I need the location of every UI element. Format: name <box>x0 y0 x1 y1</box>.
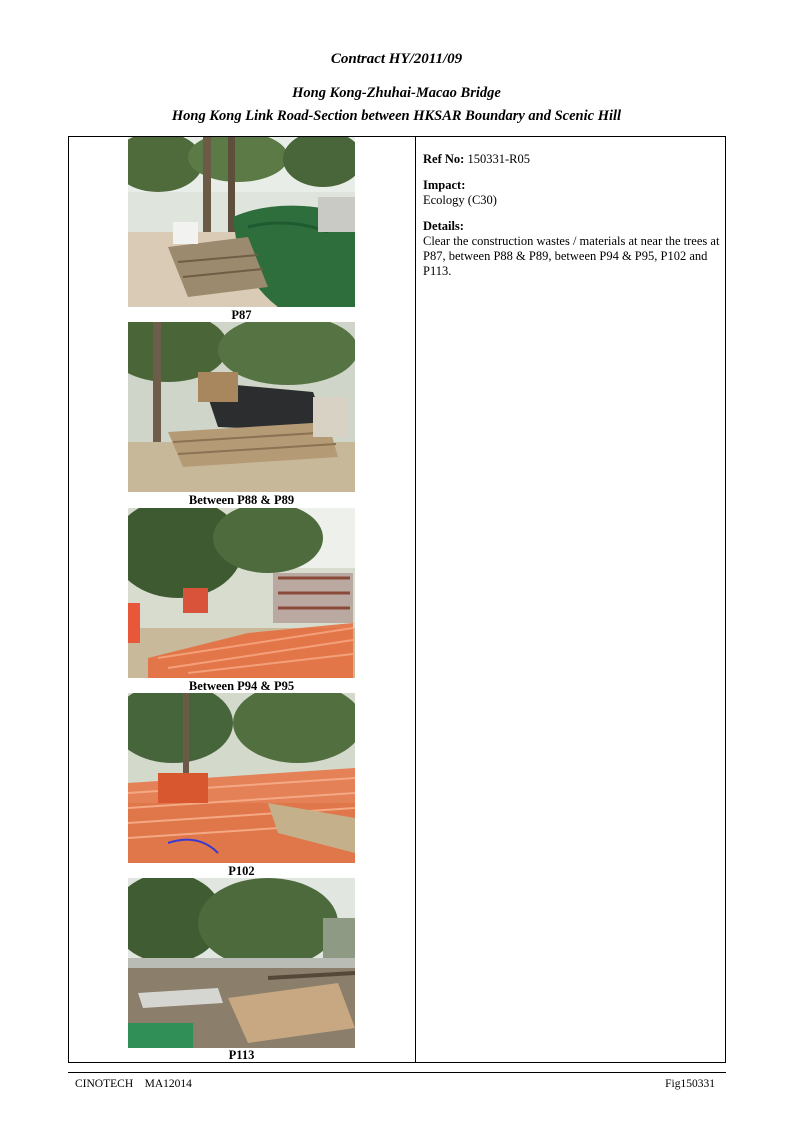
ref-label: Ref No: <box>423 152 465 166</box>
photo-caption: P113 <box>228 1048 255 1062</box>
impact-block <box>423 178 723 208</box>
impact-label: Impact: <box>423 178 466 192</box>
project-title: Hong Kong-Zhuhai-Macao Bridge <box>292 85 501 101</box>
details-label: Details: <box>423 219 464 233</box>
details-value: Clear the construction wastes / materials at near the trees at P87, between P88 & P89, between P94 & P95, P102 and P113. <box>423 234 720 278</box>
site-photo-p113 <box>128 878 355 1048</box>
photo-caption: Between P94 & P95 <box>188 679 295 693</box>
contract-title: Contract HY/2011/09 <box>330 51 463 67</box>
section-title: Hong Kong Link Road-Section between HKSAR Boundary and Scenic Hill <box>171 108 622 124</box>
ref-number-line <box>423 152 723 167</box>
photo-caption: P102 <box>228 864 255 878</box>
impact-value: Ecology (C30) <box>423 193 497 207</box>
site-photo-p102 <box>128 693 355 863</box>
site-photo-p88-p89 <box>128 322 355 492</box>
site-photo-p94-p95 <box>128 508 355 678</box>
footer-left: CINOTECH MA12014 <box>75 1078 192 1090</box>
photo-caption: P87 <box>231 308 252 322</box>
ref-value: 150331-R05 <box>467 152 530 166</box>
column-divider <box>415 136 416 1063</box>
footer-right: Fig150331 <box>665 1078 715 1090</box>
record-details <box>423 152 723 290</box>
footer-divider <box>68 1072 726 1073</box>
site-photo-p87 <box>128 137 355 307</box>
photo-caption: Between P88 & P89 <box>188 493 295 507</box>
details-block <box>423 219 723 279</box>
